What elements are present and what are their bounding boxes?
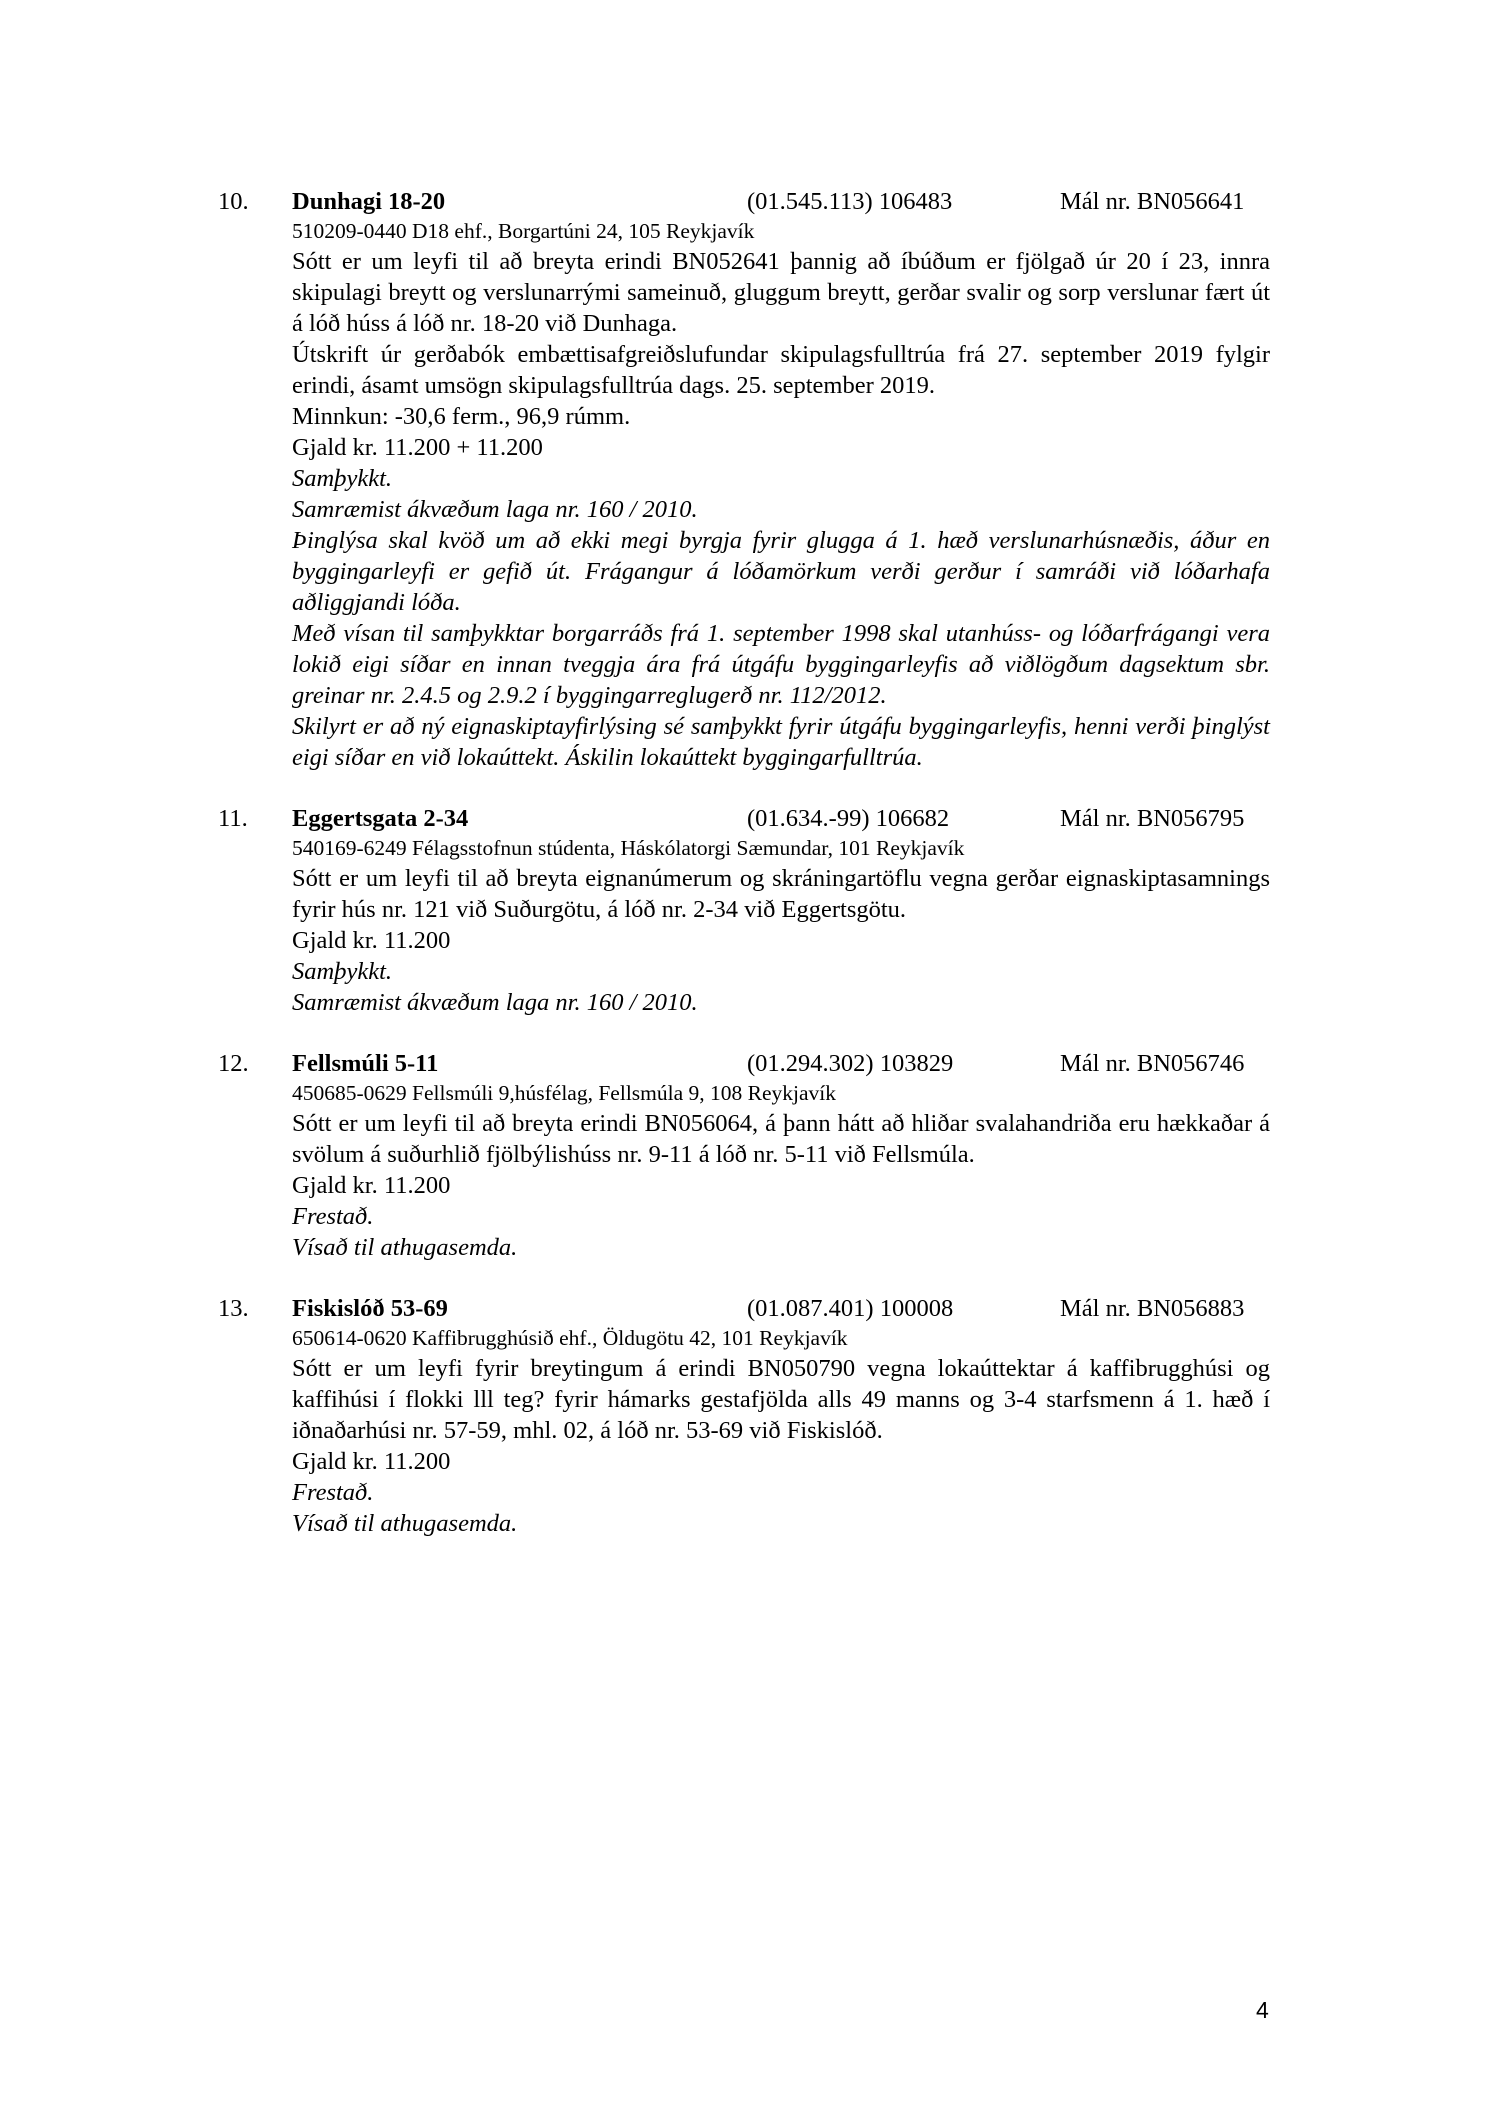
agenda-items [218,186,1270,1569]
item-paragraph: Samræmist ákvæðum laga nr. 160 / 2010. [292,496,698,523]
agenda-item [218,186,1270,773]
item-paragraph: Vísað til athugasemda. [292,1510,518,1537]
item-case-number: Mál nr. BN056883 [1060,1295,1245,1322]
agenda-item-header [218,1293,1270,1324]
item-number: 12. [218,1050,249,1077]
item-body [292,1353,1270,1539]
item-number: 13. [218,1295,249,1322]
item-paragraph: Vísað til athugasemda. [292,1234,518,1261]
item-body [292,863,1270,1018]
item-paragraph: Samþykkt. [292,465,392,492]
item-body [292,246,1270,773]
item-title: Fiskislóð 53-69 [292,1295,448,1322]
item-case-number: Mál nr. BN056795 [1060,805,1245,832]
agenda-item [218,1293,1270,1539]
item-paragraph: Minnkun: -30,6 ferm., 96,9 rúmm. [292,403,631,430]
item-paragraph: Gjald kr. 11.200 [292,927,451,954]
item-paragraph: Samþykkt. [292,958,392,985]
agenda-item-header [218,186,1270,217]
agenda-item [218,803,1270,1018]
item-applicant: 540169-6249 Félagsstofnun stúdenta, Háskólatorgi Sæmundar, 101 Reykjavík [292,836,965,860]
item-paragraph: Samræmist ákvæðum laga nr. 160 / 2010. [292,989,698,1016]
item-paragraph: Skilyrt er að ný eignaskiptayfirlýsing sé samþykkt fyrir útgáfu byggingarleyfis, henni verði þinglýst eigi síðar en við lokaúttekt. Áskilin lokaúttekt byggingarfulltrúa. [292,713,1270,771]
item-case-number: Mál nr. BN056746 [1060,1050,1245,1077]
item-title: Fellsmúli 5-11 [292,1050,439,1077]
item-paragraph: Sótt er um leyfi til að breyta eignanúmerum og skráningartöflu vegna gerðar eignaskiptasamnings fyrir hús nr. 121 við Suðurgötu, á lóð nr. 2-34 við Eggertsgötu. [292,865,1270,923]
item-title: Eggertsgata 2-34 [292,805,469,832]
item-reference-number: (01.634.-99) 106682 [747,805,950,832]
item-paragraph: Sótt er um leyfi fyrir breytingum á erindi BN050790 vegna lokaúttektar á kaffibrugghúsi og kaffihúsi í flokki lll teg? fyrir hámarks gestafjölda alls 49 manns og 3-4 starfsmenn á 1. hæð í iðnaðarhúsi nr. 57-59, mhl. 02, á lóð nr. 53-69 við Fiskislóð. [292,1355,1270,1444]
item-paragraph: Gjald kr. 11.200 + 11.200 [292,434,543,461]
item-paragraph: Útskrift úr gerðabók embættisafgreiðslufundar skipulagsfulltrúa frá 27. september 2019 fylgir erindi, ásamt umsögn skipulagsfulltrúa dags. 25. september 2019. [292,341,1270,399]
item-number: 11. [218,805,248,832]
item-paragraph: Gjald kr. 11.200 [292,1448,451,1475]
item-paragraph: Frestað. [292,1203,374,1230]
item-paragraph: Með vísan til samþykktar borgarráðs frá 1. september 1998 skal utanhúss- og lóðarfrágangi vera lokið eigi síðar en innan tveggja ára frá útgáfu byggingarleyfis að viðlögðum dagsektum sbr. greinar nr. 2.4.5 og 2.9.2 í byggingarreglugerð nr. 112/2012. [292,620,1270,709]
agenda-item-header [218,803,1270,834]
item-reference-number: (01.545.113) 106483 [747,188,953,215]
item-number: 10. [218,188,249,215]
item-paragraph: Frestað. [292,1479,374,1506]
item-paragraph: Sótt er um leyfi til að breyta erindi BN056064, á þann hátt að hliðar svalahandriða eru hækkaðar á svölum á suðurhlið fjölbýlishúss nr. 9-11 á lóð nr. 5-11 við Fellsmúla. [292,1110,1270,1168]
item-paragraph: Sótt er um leyfi til að breyta erindi BN052641 þannig að íbúðum er fjölgað úr 20 í 23, innra skipulagi breytt og verslunarrými sameinuð, gluggum breytt, gerðar svalir og sorp verslunar fært út á lóð húss á lóð nr. 18-20 við Dunhaga. [292,248,1270,337]
item-reference-number: (01.087.401) 100008 [747,1295,954,1322]
item-applicant: 450685-0629 Fellsmúli 9,húsfélag, Fellsmúla 9, 108 Reykjavík [292,1081,837,1105]
item-body [292,1108,1270,1263]
item-applicant: 510209-0440 D18 ehf., Borgartúni 24, 105 Reykjavík [292,219,755,243]
agenda-item [218,1048,1270,1263]
item-paragraph: Þinglýsa skal kvöð um að ekki megi byrgja fyrir glugga á 1. hæð verslunarhúsnæðis, áður en byggingarleyfi er gefið út. Frágangur á lóðamörkum verði gerður í samráði við lóðarhafa aðliggjandi lóða. [292,527,1270,616]
item-title: Dunhagi 18-20 [292,188,446,215]
page-number: 4 [1256,1997,1269,2023]
item-reference-number: (01.294.302) 103829 [747,1050,954,1077]
item-paragraph: Gjald kr. 11.200 [292,1172,451,1199]
agenda-item-header [218,1048,1270,1079]
item-applicant: 650614-0620 Kaffibrugghúsið ehf., Öldugötu 42, 101 Reykjavík [292,1326,848,1350]
item-case-number: Mál nr. BN056641 [1060,188,1245,215]
